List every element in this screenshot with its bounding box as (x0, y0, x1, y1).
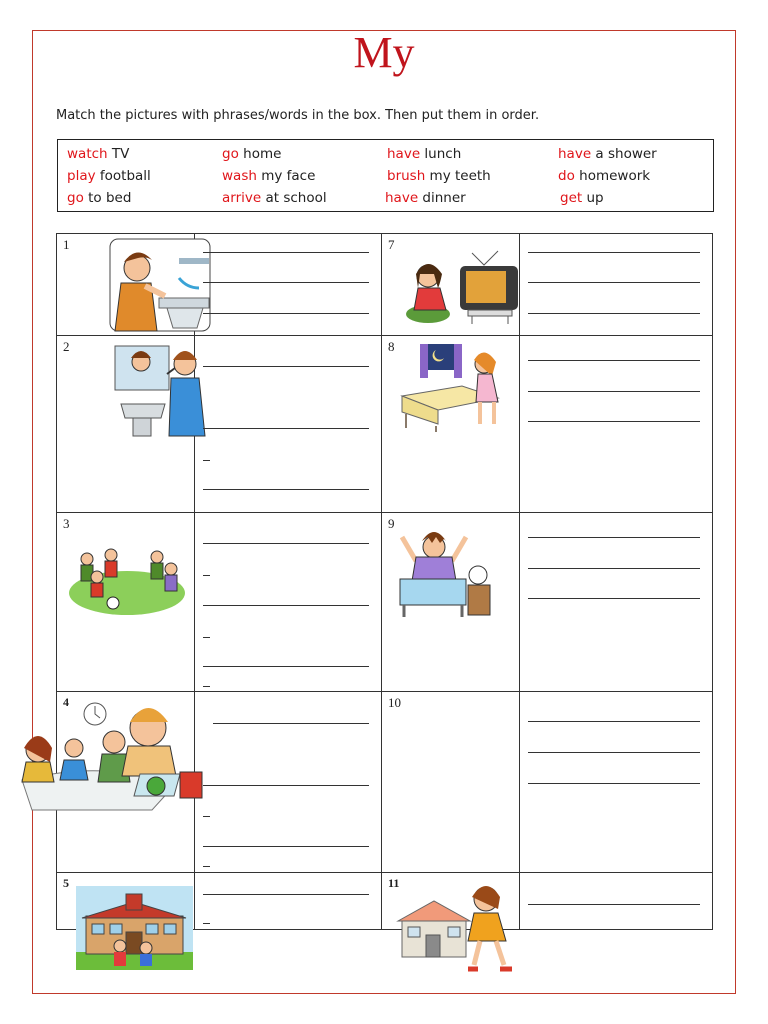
phrase-have-a-shower: have a shower (558, 146, 657, 162)
answer-line-overflow (203, 575, 210, 576)
answer-line-overflow (203, 866, 210, 867)
answer-line[interactable] (528, 421, 700, 422)
answer-line[interactable] (203, 846, 369, 847)
phrase-play-football: play football (67, 168, 151, 184)
phrase-arrive-at-school: arrive at school (222, 190, 327, 206)
girl-walking-home-icon (398, 883, 522, 978)
answer-line[interactable] (528, 783, 700, 784)
answer-line[interactable] (528, 904, 700, 905)
instructions: Match the pictures with phrases/words in the box. Then put them in order. (56, 108, 540, 123)
answer-cell-5 (195, 873, 382, 930)
answer-line[interactable] (528, 391, 700, 392)
answer-line-overflow (203, 637, 210, 638)
answer-cell-3 (195, 513, 382, 692)
school-building-icon (76, 886, 193, 970)
answer-line[interactable] (203, 785, 369, 786)
picture-cell-3 (57, 513, 195, 692)
answer-line[interactable] (203, 543, 369, 544)
phrase-brush-my-teeth: brush my teeth (387, 168, 491, 184)
answer-line[interactable] (203, 282, 369, 283)
phrase-go-home: go home (222, 146, 282, 162)
picture-cell-2 (57, 336, 195, 513)
picture-cell-10 (382, 692, 520, 873)
answer-line[interactable] (528, 282, 700, 283)
phrase-have-lunch: have lunch (387, 146, 462, 162)
answer-line[interactable] (203, 428, 369, 429)
answer-line[interactable] (528, 252, 700, 253)
item-number: 7 (388, 237, 395, 252)
answer-line[interactable] (203, 366, 369, 367)
phrase-wash-my-face: wash my face (222, 168, 316, 184)
worksheet-title: My (353, 28, 415, 77)
answer-line[interactable] (528, 313, 700, 314)
phrase-get-up: get up (560, 190, 604, 206)
phrase-watch-tv: watch TV (67, 146, 130, 162)
children-playing-football-icon (67, 543, 187, 618)
answer-cell-11 (520, 873, 713, 930)
answer-line[interactable] (203, 894, 369, 895)
answer-cell-1 (195, 234, 382, 336)
boy-waking-up-icon (398, 527, 494, 621)
answer-line[interactable] (213, 723, 369, 724)
answer-cell-7 (520, 234, 713, 336)
answer-line[interactable] (528, 721, 700, 722)
item-number: 1 (63, 237, 70, 252)
phrase-do-homework: do homework (558, 168, 651, 184)
answer-line[interactable] (528, 537, 700, 538)
item-number: 10 (388, 695, 401, 710)
girl-watching-tv-icon (402, 248, 520, 326)
answer-line-overflow (203, 686, 210, 687)
picture-cell-8 (382, 336, 520, 513)
item-number: 5 (63, 876, 69, 890)
answer-line[interactable] (528, 598, 700, 599)
answer-line[interactable] (528, 568, 700, 569)
answer-line[interactable] (528, 360, 700, 361)
phrase-go-to-bed: go to bed (67, 190, 132, 206)
picture-cell-1 (57, 234, 195, 336)
answer-cell-10 (520, 692, 713, 873)
answer-line[interactable] (528, 752, 700, 753)
answer-cell-4 (195, 692, 382, 873)
item-number: 11 (388, 876, 400, 890)
item-number: 2 (63, 339, 70, 354)
answer-line[interactable] (203, 313, 369, 314)
picture-cell-7 (382, 234, 520, 336)
item-number: 3 (63, 516, 70, 531)
picture-cell-9 (382, 513, 520, 692)
girl-making-bed-icon (400, 342, 512, 434)
answer-line[interactable] (203, 489, 369, 490)
answer-line-overflow (203, 923, 210, 924)
word-box (57, 139, 714, 212)
item-number: 8 (388, 339, 395, 354)
phrase-have-dinner: have dinner (385, 190, 466, 206)
answer-line-overflow (203, 816, 210, 817)
answer-cell-2 (195, 336, 382, 513)
item-number: 4 (63, 695, 69, 709)
matching-table (56, 233, 713, 930)
answer-cell-9 (520, 513, 713, 692)
item-number: 9 (388, 516, 395, 531)
answer-line-overflow (203, 460, 210, 461)
answer-line[interactable] (203, 252, 369, 253)
answer-line[interactable] (203, 605, 369, 606)
family-having-meal-icon (20, 700, 210, 812)
answer-line[interactable] (203, 666, 369, 667)
answer-cell-8 (520, 336, 713, 513)
